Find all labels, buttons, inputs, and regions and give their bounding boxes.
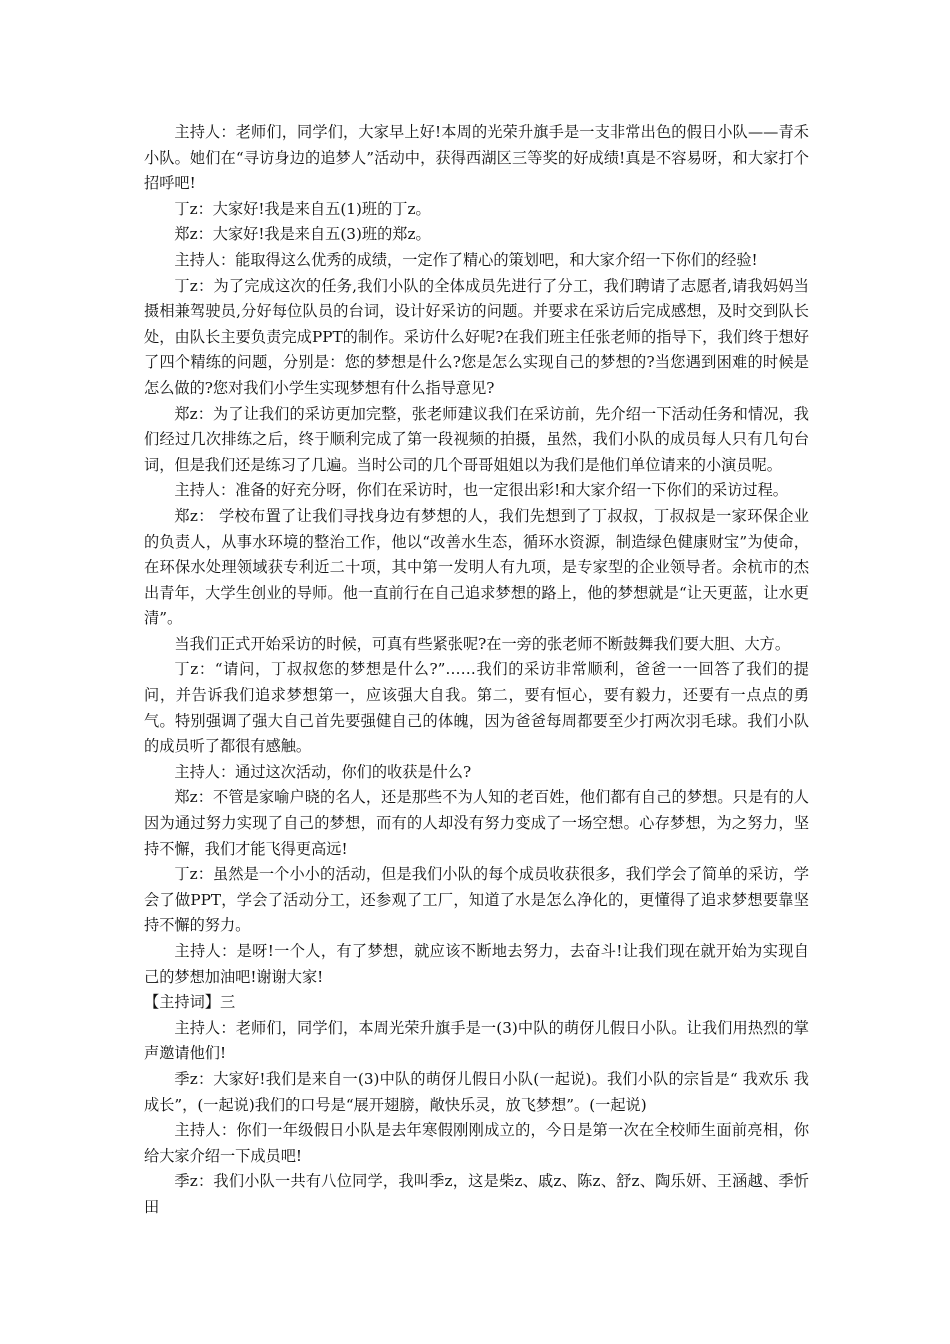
paragraph-ding-planning: 丁z：为了完成这次的任务,我们小队的全体成员先进行了分工，我们聘请了志愿者,请我妈妈当摄相兼驾驶员,分好每位队员的台词，设计好采访的问题。并要求在采访后完成感想，及时交到队长处，由队长主要负责完成PPT的制作。采访什么好呢?在我们班主任张老师的指导下，我们终于想好了四个精练的问题，分别是：您的梦想是什么?您是怎么实现自己的梦想的?当您遇到困难的时候是怎么做的?您对我们小学生实现梦想有什么指导意见? (144, 276, 809, 397)
document-body (144, 120, 809, 1221)
paragraph-ji-members: 季z：我们小队一共有八位同学，我叫季z，这是柴z、戚z、陈z、舒z、陶乐妍、王涵越、季忻田 (144, 1172, 809, 1216)
paragraph-zheng-gains: 郑z：不管是家喻户晓的名人，还是那些不为人知的老百姓，他们都有自己的梦想。只是有的人因为通过努力实现了自己的梦想，而有的人却没有努力变成了一场空想。心存梦想，为之努力，坚持不懈，我们才能飞得更高远! (144, 788, 809, 858)
paragraph-host-question-planning: 主持人：能取得这么优秀的成绩，一定作了精心的策划吧，和大家介绍一下你们的经验! (174, 250, 758, 269)
paragraph-zheng-intro: 郑z：大家好!我是来自五(3)班的郑z。 (174, 225, 431, 244)
paragraph-zheng-process: 郑z： 学校布置了让我们寻找身边有梦想的人，我们先想到了丁叔叔，丁叔叔是一家环保企业的负责人，从事水环境的整治工作，他以“改善水生态，循环水资源，制造绿色健康财宝”为使命，在环保水处理领域获专利近二十项，其中第一发明人有九项，是专家型的企业领导者。余杭市的杰出青年，大学生创业的导师。他一直前行在自己追求梦想的路上，他的梦想就是“让天更蓝，让水更清”。 (144, 506, 809, 628)
paragraph-host-question-gains: 主持人：通过这次活动，你们的收获是什么? (174, 762, 472, 781)
paragraph-host-opening: 主持人：老师们，同学们，大家早上好!本周的光荣升旗手是一支非常出色的假日小队——青禾小队。她们在“寻访身边的追梦人”活动中，获得西湖区三等奖的好成绩!真是不容易呀，和大家打个招呼吧! (144, 123, 809, 193)
paragraph-host-question-process: 主持人：准备的好充分呀，你们在采访时，也一定很出彩!和大家介绍一下你们的采访过程。 (174, 481, 788, 500)
section-heading: 【主持词】三 (144, 993, 236, 1012)
paragraph-host-closing: 主持人：是呀!一个人，有了梦想，就应该不断地去努力，去奋斗!让我们现在就开始为实现自己的梦想加油吧!谢谢大家! (144, 942, 809, 986)
paragraph-ji-intro: 季z：大家好!我们是来自一(3)中队的萌伢儿假日小队(一起说)。我们小队的宗旨是“ 我欢乐 我成长”，(一起说)我们的口号是“展开翅膀，敞快乐灵，放飞梦想”。(一起说) (144, 1069, 809, 1114)
paragraph-host-opening-3: 主持人：老师们，同学们，本周光荣升旗手是一(3)中队的萌伢儿假日小队。让我们用热烈的掌声邀请他们! (144, 1018, 809, 1063)
paragraph-ding-gains: 丁z：虽然是一个小小的活动，但是我们小队的每个成员收获很多，我们学会了简单的采访，学会了做PPT，学会了活动分工，还参观了工厂，知道了水是怎么净化的，更懂得了追求梦想要靠坚持不懈的努力。 (144, 865, 809, 935)
paragraph-host-question-members: 主持人：你们一年级假日小队是去年寒假刚刚成立的，今日是第一次在全校师生面前亮相，你给大家介绍一下成员吧! (144, 1121, 809, 1165)
paragraph-ding-interview: 丁z：“请问，丁叔叔您的梦想是什么?”……我们的采访非常顺利，爸爸一一回答了我们的提问，并告诉我们追求梦想第一，应该强大自我。第二，要有恒心，要有毅力，还要有一点点的勇气。特别强调了强大自己首先要强健自己的体魄，因为爸爸每周都要至少打两次羽毛球。我们小队的成员听了都很有感触。 (144, 660, 809, 756)
paragraph-interview-start: 当我们正式开始采访的时候，可真有些紧张呢?在一旁的张老师不断鼓舞我们要大胆、大方。 (174, 634, 791, 653)
paragraph-ding-intro: 丁z：大家好!我是来自五(1)班的丁z。 (174, 199, 431, 218)
paragraph-zheng-rehearsal: 郑z：为了让我们的采访更加完整，张老师建议我们在采访前，先介绍一下活动任务和情况，我们经过几次排练之后，终于顺利完成了第一段视频的拍摄，虽然，我们小队的成员每人只有几句台词，但是我们还是练习了几遍。当时公司的几个哥哥姐姐以为我们是他们单位请来的小演员呢。 (144, 404, 809, 474)
